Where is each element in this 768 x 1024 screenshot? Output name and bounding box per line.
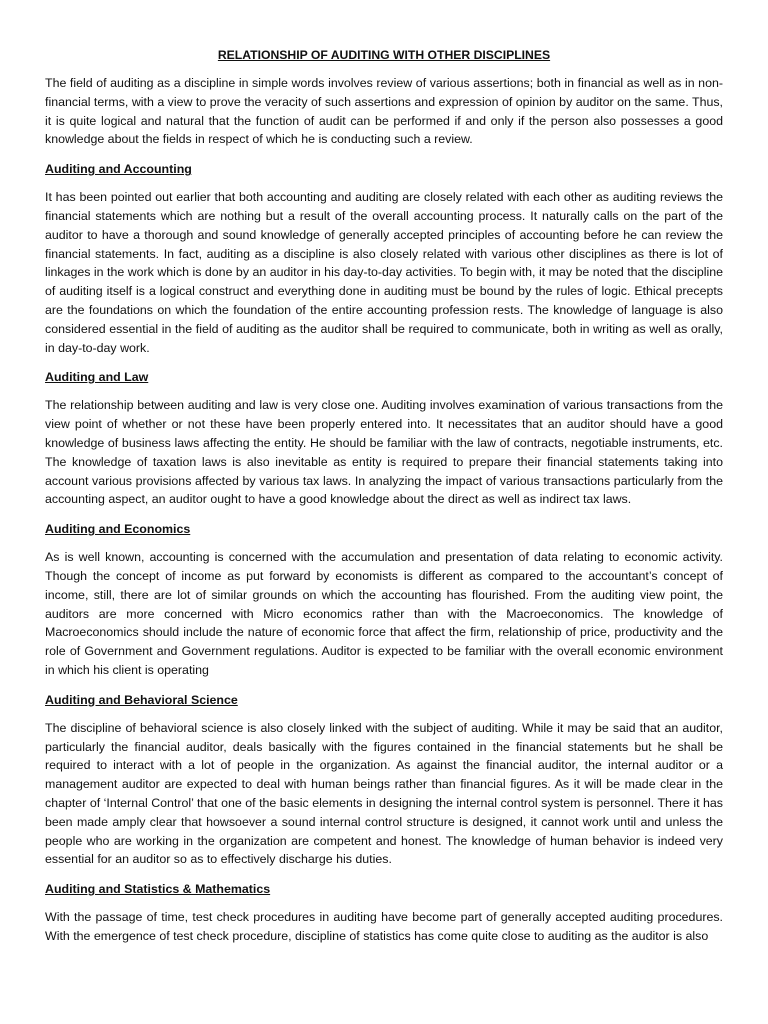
section-body-statistics-mathematics: With the passage of time, test check procedures in auditing have become part of generally accepted auditing procedures. With the emergence of test check procedure, discipline of statistics has come quite close to auditing as the auditor is also: [45, 910, 723, 943]
section-body-law: The relationship between auditing and law is very close one. Auditing involves examination of various transactions from the view point of whether or not these have been properly entered into. It necessitates that an auditor should have a good knowledge of business laws affecting the entity. He should be familiar with the law of contracts, negotiable instruments, etc. The knowledge of taxation laws is also inevitable as entity is required to prepare their financial statements taking into account various provisions affected by various tax laws. In analyzing the impact of various transactions particularly from the accounting aspect, an auditor ought to have a good knowledge about the direct as well as indirect tax laws.: [45, 398, 723, 507]
section-heading-accounting: Auditing and Accounting: [45, 162, 192, 177]
section-heading-economics: Auditing and Economics: [45, 522, 191, 537]
section-heading-behavioral-science: Auditing and Behavioral Science: [45, 692, 238, 707]
section-body-economics: As is well known, accounting is concerned with the accumulation and presentation of data relating to economic activity. Though the concept of income as put forward by economists is different as compared to the accountant’s concept of income, still, there are lot of similar grounds on which the accounting has flourished. From the auditing view point, the auditors are more concerned with Micro economics rather than with the Macroeconomics. The knowledge of Macroeconomics should include the nature of economic force that affect the firm, relationship of price, productivity and the role of Government and Government regulations. Auditor is expected to be familiar with the overall economic environment in which his client is operating: [45, 550, 723, 677]
section-body-behavioral-science: The discipline of behavioral science is also closely linked with the subject of auditing. While it may be said that an auditor, particularly the financial auditor, deals basically with the figures contained in the financial statements but he shall be required to interact with a lot of people in the organization. As against the financial auditor, the internal auditor or a management auditor are expected to deal with human beings rather than financial figures. As it will be made clear in the chapter of ‘Internal Control’ that one of the basic elements in designing the internal control system is personnel. There it has been made amply clear that howsoever a sound internal control structure is designed, it cannot work until and unless the people who are working in the organization are competent and honest. The knowledge of human behavior is indeed very essential for an auditor so as to effectively discharge his duties.: [45, 720, 723, 867]
intro-paragraph: The field of auditing as a discipline in simple words involves review of various assertions; both in financial as well as in non-financial terms, with a view to prove the veracity of such assertions and expression of opinion by auditor on the same. Thus, it is quite logical and natural that the function of audit can be performed if and only if the person also possesses a good knowledge about the fields in respect of which he is conducting such a review.: [45, 76, 723, 147]
section-heading-statistics-mathematics: Auditing and Statistics & Mathematics: [45, 882, 271, 897]
document-page: [45, 46, 723, 957]
section-body-accounting: It has been pointed out earlier that both accounting and auditing are closely related with each other as auditing reviews the financial statements which are nothing but a result of the overall accounting process. It naturally calls on the part of the auditor to have a thorough and sound knowledge of generally accepted principles of accounting before he can review the financial statements. In fact, auditing as a discipline is also closely related with various other disciplines as there is lot of linkages in the work which is done by an auditor in his day-to-day activities. To begin with, it may be noted that the discipline of auditing itself is a logical construct and everything done in auditing must be bound by the rules of logic. Ethical precepts are the foundations on which the foundation of the entire accounting profession rests. The knowledge of language is also considered essential in the field of auditing as the auditor shall be required to communicate, both in writing as well as orally, in day-to-day work.: [45, 190, 723, 355]
document-title: RELATIONSHIP OF AUDITING WITH OTHER DISCIPLINES: [217, 48, 551, 62]
section-heading-law: Auditing and Law: [45, 370, 149, 385]
